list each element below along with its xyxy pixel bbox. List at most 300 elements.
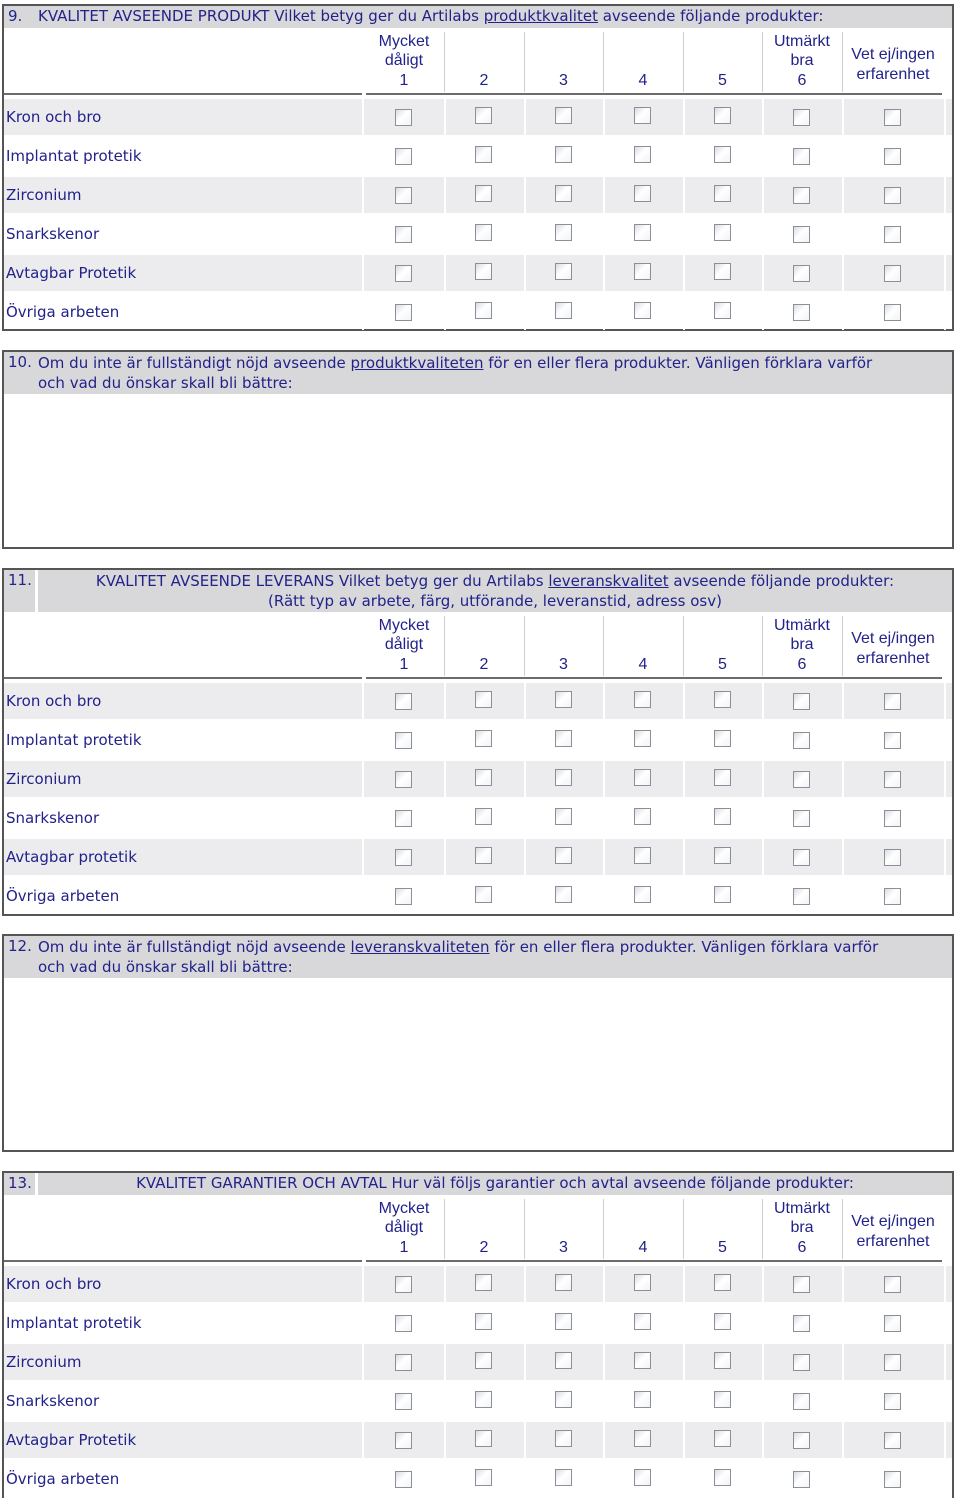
column-divider [603, 616, 604, 676]
rating-checkbox-6[interactable] [793, 1276, 810, 1293]
column-divider [683, 32, 684, 92]
cell-gap [762, 1305, 764, 1341]
column-divider [524, 32, 525, 92]
rating-checkbox-4[interactable] [634, 730, 651, 747]
rating-checkbox-3[interactable] [555, 730, 572, 747]
cell-gap [524, 294, 526, 330]
rating-checkbox-2[interactable] [475, 769, 492, 786]
rating-checkbox-3[interactable] [555, 691, 572, 708]
scale-header-line: 4 [638, 71, 648, 89]
scale-header-6 [762, 616, 842, 675]
rating-checkbox-1[interactable] [395, 810, 412, 827]
scale-header-line: 6 [797, 655, 807, 673]
question-9-section [2, 4, 954, 331]
scale-header-line: 4 [638, 655, 648, 673]
rating-checkbox-4[interactable] [634, 1391, 651, 1408]
rating-checkbox-2[interactable] [475, 1313, 492, 1330]
rating-checkbox-7[interactable] [884, 849, 901, 866]
cell-gap [944, 138, 946, 174]
cell-gap [603, 216, 605, 252]
rating-checkbox-1[interactable] [395, 265, 412, 282]
cell-gap [944, 839, 946, 875]
cell-gap [524, 1266, 526, 1302]
cell-gap [944, 761, 946, 797]
rating-row [4, 1461, 952, 1497]
rating-checkbox-1[interactable] [395, 693, 412, 710]
product-label: Avtagbar Protetik [6, 1431, 137, 1449]
cell-gap [944, 1344, 946, 1380]
rating-checkbox-4[interactable] [634, 1274, 651, 1291]
rating-checkbox-5[interactable] [714, 1391, 731, 1408]
question-text-part: och vad du önskar skall bli bättre: [38, 958, 293, 976]
rating-checkbox-3[interactable] [555, 1274, 572, 1291]
cell-gap [444, 761, 446, 797]
cell-gap [362, 683, 364, 719]
rating-checkbox-7[interactable] [884, 1276, 901, 1293]
rating-checkbox-3[interactable] [555, 1469, 572, 1486]
cell-gap [842, 1422, 844, 1458]
scale-header-line: 6 [797, 71, 807, 89]
column-divider [842, 32, 843, 92]
rating-checkbox-4[interactable] [634, 769, 651, 786]
column-divider [603, 1199, 604, 1259]
rating-checkbox-5[interactable] [714, 769, 731, 786]
rating-checkbox-6[interactable] [793, 226, 810, 243]
cell-gap [944, 216, 946, 252]
rating-checkbox-4[interactable] [634, 1313, 651, 1330]
cell-gap [683, 255, 685, 291]
rating-row [4, 1422, 952, 1458]
rating-checkbox-2[interactable] [475, 185, 492, 202]
question-number: 11. [8, 571, 32, 589]
product-label: Implantat protetik [6, 1314, 142, 1332]
rating-checkbox-3[interactable] [555, 263, 572, 280]
cell-gap [944, 99, 946, 135]
rating-checkbox-5[interactable] [714, 1469, 731, 1486]
rating-checkbox-2[interactable] [475, 107, 492, 124]
rating-checkbox-3[interactable] [555, 808, 572, 825]
cell-gap [603, 138, 605, 174]
rating-checkbox-3[interactable] [555, 224, 572, 241]
cell-gap [524, 800, 526, 836]
rating-checkbox-5[interactable] [714, 808, 731, 825]
rating-checkbox-6[interactable] [793, 810, 810, 827]
cell-gap [524, 1305, 526, 1341]
rating-checkbox-1[interactable] [395, 109, 412, 126]
column-divider [842, 1199, 843, 1259]
product-label: Snarkskenor [6, 1392, 100, 1410]
rating-checkbox-1[interactable] [395, 1276, 412, 1293]
scale-header-line: dåligt [384, 52, 424, 69]
rating-checkbox-4[interactable] [634, 302, 651, 319]
rating-grid [4, 32, 952, 329]
rating-checkbox-7[interactable] [884, 226, 901, 243]
rating-checkbox-4[interactable] [634, 107, 651, 124]
header-underline [366, 93, 942, 95]
cell-gap [683, 1344, 685, 1380]
product-label: Övriga arbeten [6, 1470, 120, 1488]
cell-gap [944, 1383, 946, 1419]
rating-checkbox-7[interactable] [884, 888, 901, 905]
scale-header-1 [364, 616, 444, 675]
scale-header-line: Vet ej/ingen [851, 46, 935, 63]
cell-gap [603, 1383, 605, 1419]
scale-header-line: 2 [479, 71, 489, 89]
rating-checkbox-5[interactable] [714, 691, 731, 708]
cell-gap [444, 294, 446, 330]
rating-checkbox-6[interactable] [793, 109, 810, 126]
header-underline [4, 93, 362, 95]
rating-row [4, 138, 952, 174]
rating-checkbox-1[interactable] [395, 226, 412, 243]
cell-gap [444, 1461, 446, 1497]
rating-row [4, 216, 952, 252]
cell-gap [683, 138, 685, 174]
rating-checkbox-5[interactable] [714, 1313, 731, 1330]
cell-gap [362, 800, 364, 836]
rating-checkbox-6[interactable] [793, 265, 810, 282]
rating-checkbox-1[interactable] [395, 732, 412, 749]
rating-checkbox-2[interactable] [475, 146, 492, 163]
scale-header-line: 2 [479, 1238, 489, 1256]
rating-checkbox-1[interactable] [395, 304, 412, 321]
rating-checkbox-3[interactable] [555, 185, 572, 202]
rating-checkbox-6[interactable] [793, 1471, 810, 1488]
rating-checkbox-6[interactable] [793, 187, 810, 204]
question-11-section [2, 568, 954, 916]
rating-checkbox-3[interactable] [555, 1352, 572, 1369]
cell-gap [603, 255, 605, 291]
scale-header-1 [364, 32, 444, 91]
rating-checkbox-7[interactable] [884, 1315, 901, 1332]
rating-checkbox-2[interactable] [475, 808, 492, 825]
rating-checkbox-5[interactable] [714, 146, 731, 163]
cell-gap [762, 1422, 764, 1458]
rating-checkbox-1[interactable] [395, 1393, 412, 1410]
rating-checkbox-1[interactable] [395, 1471, 412, 1488]
scale-header-line: 4 [638, 1238, 648, 1256]
cell-gap [362, 216, 364, 252]
column-divider [842, 616, 843, 676]
rating-checkbox-3[interactable] [555, 847, 572, 864]
rating-row [4, 177, 952, 213]
column-divider [762, 1199, 763, 1259]
rating-checkbox-6[interactable] [793, 1432, 810, 1449]
rating-checkbox-1[interactable] [395, 187, 412, 204]
rating-grid [4, 616, 952, 913]
cell-gap [683, 878, 685, 914]
cell-gap [362, 722, 364, 758]
rating-checkbox-4[interactable] [634, 886, 651, 903]
scale-header-2 [444, 1238, 524, 1258]
cell-gap [842, 1383, 844, 1419]
rating-checkbox-2[interactable] [475, 1391, 492, 1408]
cell-gap [944, 1266, 946, 1302]
cell-gap [944, 1461, 946, 1497]
rating-checkbox-5[interactable] [714, 1430, 731, 1447]
rating-row [4, 839, 952, 875]
question-text [38, 7, 823, 25]
cell-gap [362, 761, 364, 797]
scale-header-line: Utmärkt [774, 32, 830, 50]
scale-header-line: 5 [718, 655, 727, 673]
scale-header-line: erfarenhet [856, 649, 930, 667]
rating-checkbox-7[interactable] [884, 1471, 901, 1488]
cell-gap [603, 878, 605, 914]
rating-checkbox-4[interactable] [634, 808, 651, 825]
question-text-part: för en eller flera produkter. Vänligen förklara varför [489, 938, 879, 956]
rating-checkbox-4[interactable] [634, 224, 651, 241]
cell-gap [524, 216, 526, 252]
rating-checkbox-7[interactable] [884, 187, 901, 204]
rating-checkbox-3[interactable] [555, 146, 572, 163]
rating-checkbox-5[interactable] [714, 1352, 731, 1369]
cell-gap [762, 800, 764, 836]
rating-checkbox-6[interactable] [793, 148, 810, 165]
rating-checkbox-2[interactable] [475, 1274, 492, 1291]
scale-header-2 [444, 655, 524, 675]
rating-checkbox-7[interactable] [884, 304, 901, 321]
rating-checkbox-2[interactable] [475, 1352, 492, 1369]
cell-gap [362, 1383, 364, 1419]
rating-checkbox-7[interactable] [884, 810, 901, 827]
column-divider [683, 1199, 684, 1259]
cell-gap [762, 294, 764, 330]
question-text-part: Om du inte är fullständigt nöjd avseende [38, 938, 351, 956]
cell-gap [683, 216, 685, 252]
rating-checkbox-3[interactable] [555, 1313, 572, 1330]
cell-gap [944, 722, 946, 758]
rating-checkbox-5[interactable] [714, 224, 731, 241]
rating-checkbox-7[interactable] [884, 693, 901, 710]
rating-checkbox-5[interactable] [714, 847, 731, 864]
rating-checkbox-1[interactable] [395, 148, 412, 165]
rating-checkbox-2[interactable] [475, 730, 492, 747]
cell-gap [362, 1344, 364, 1380]
cell-gap [683, 1305, 685, 1341]
rating-checkbox-2[interactable] [475, 691, 492, 708]
rating-checkbox-7[interactable] [884, 265, 901, 282]
cell-gap [842, 1305, 844, 1341]
rating-checkbox-6[interactable] [793, 771, 810, 788]
cell-gap [762, 761, 764, 797]
rating-checkbox-3[interactable] [555, 107, 572, 124]
question-text [38, 353, 952, 393]
rating-checkbox-1[interactable] [395, 849, 412, 866]
cell-gap [762, 683, 764, 719]
question-text [38, 937, 952, 977]
scale-header-3 [524, 71, 603, 91]
rating-checkbox-2[interactable] [475, 302, 492, 319]
cell-gap [842, 177, 844, 213]
cell-gap [603, 722, 605, 758]
rating-checkbox-1[interactable] [395, 1432, 412, 1449]
cell-gap [762, 255, 764, 291]
column-divider [603, 32, 604, 92]
cell-gap [842, 99, 844, 135]
cell-gap [842, 683, 844, 719]
cell-gap [842, 138, 844, 174]
rating-checkbox-6[interactable] [793, 1315, 810, 1332]
rating-checkbox-7[interactable] [884, 771, 901, 788]
product-label: Kron och bro [6, 692, 102, 710]
scale-header-7 [842, 1212, 944, 1251]
cell-gap [842, 839, 844, 875]
scale-header-line: Vet ej/ingen [851, 1213, 935, 1230]
rating-checkbox-6[interactable] [793, 888, 810, 905]
cell-gap [944, 255, 946, 291]
cell-gap [842, 216, 844, 252]
cell-gap [762, 1383, 764, 1419]
cell-gap [524, 722, 526, 758]
rating-checkbox-4[interactable] [634, 1352, 651, 1369]
rating-checkbox-6[interactable] [793, 1354, 810, 1371]
cell-gap [524, 255, 526, 291]
rating-checkbox-5[interactable] [714, 730, 731, 747]
scale-header-7 [842, 629, 944, 668]
product-label: Kron och bro [6, 108, 102, 126]
scale-header-line: erfarenhet [856, 1232, 930, 1250]
cell-gap [762, 138, 764, 174]
cell-gap [762, 1344, 764, 1380]
rating-checkbox-3[interactable] [555, 769, 572, 786]
cell-gap [524, 1383, 526, 1419]
scale-header-line: 3 [559, 71, 568, 89]
cell-gap [603, 1266, 605, 1302]
question-text-part: avseende följande produkter: [597, 7, 824, 25]
scale-header-line: Vet ej/ingen [851, 630, 935, 647]
cell-gap [444, 255, 446, 291]
cell-gap [762, 1461, 764, 1497]
cell-gap [524, 878, 526, 914]
rating-checkbox-7[interactable] [884, 1393, 901, 1410]
rating-checkbox-1[interactable] [395, 771, 412, 788]
cell-gap [524, 99, 526, 135]
scale-header-line: 6 [797, 1238, 807, 1256]
rating-checkbox-6[interactable] [793, 693, 810, 710]
cell-gap [944, 800, 946, 836]
cell-gap [362, 255, 364, 291]
cell-gap [362, 138, 364, 174]
rating-checkbox-4[interactable] [634, 847, 651, 864]
rating-checkbox-5[interactable] [714, 185, 731, 202]
scale-header-4 [603, 655, 683, 675]
rating-checkbox-5[interactable] [714, 107, 731, 124]
question-number: 10. [8, 353, 32, 371]
rating-checkbox-7[interactable] [884, 109, 901, 126]
rating-checkbox-3[interactable] [555, 302, 572, 319]
rating-checkbox-4[interactable] [634, 1430, 651, 1447]
cell-gap [603, 177, 605, 213]
cell-gap [362, 1305, 364, 1341]
rating-checkbox-7[interactable] [884, 1432, 901, 1449]
question-text-underlined: leveranskvalitet [548, 572, 669, 590]
rating-checkbox-5[interactable] [714, 302, 731, 319]
product-label: Kron och bro [6, 1275, 102, 1293]
cell-gap [842, 800, 844, 836]
cell-gap [444, 1344, 446, 1380]
rating-checkbox-7[interactable] [884, 148, 901, 165]
rating-checkbox-2[interactable] [475, 886, 492, 903]
rating-checkbox-2[interactable] [475, 224, 492, 241]
cell-gap [603, 1422, 605, 1458]
product-label: Snarkskenor [6, 809, 100, 827]
scale-header-line: Utmärkt [774, 616, 830, 634]
cell-gap [842, 878, 844, 914]
question-number: 13. [8, 1174, 32, 1192]
cell-gap [603, 683, 605, 719]
rating-checkbox-5[interactable] [714, 1274, 731, 1291]
rating-checkbox-6[interactable] [793, 849, 810, 866]
rating-checkbox-7[interactable] [884, 732, 901, 749]
cell-gap [683, 177, 685, 213]
rating-checkbox-2[interactable] [475, 847, 492, 864]
rating-checkbox-4[interactable] [634, 146, 651, 163]
rating-checkbox-6[interactable] [793, 732, 810, 749]
question-10-header [4, 352, 952, 394]
question-9-header [4, 6, 952, 28]
rating-checkbox-1[interactable] [395, 1315, 412, 1332]
rating-checkbox-3[interactable] [555, 886, 572, 903]
product-label: Snarkskenor [6, 225, 100, 243]
rating-row [4, 1305, 952, 1341]
scale-header-line: 1 [399, 71, 409, 89]
scale-header-3 [524, 1238, 603, 1258]
cell-gap [842, 722, 844, 758]
rating-row [4, 1266, 952, 1302]
scale-header-4 [603, 71, 683, 91]
scale-header-line: Utmärkt [774, 1199, 830, 1217]
column-divider [524, 616, 525, 676]
rating-checkbox-6[interactable] [793, 304, 810, 321]
cell-gap [842, 294, 844, 330]
rating-checkbox-4[interactable] [634, 691, 651, 708]
scale-header-line: 1 [399, 655, 409, 673]
cell-gap [603, 1305, 605, 1341]
rating-checkbox-5[interactable] [714, 263, 731, 280]
rating-checkbox-6[interactable] [793, 1393, 810, 1410]
comment-area[interactable] [4, 396, 952, 547]
rating-row [4, 255, 952, 291]
scale-header-1 [364, 1199, 444, 1258]
rating-checkbox-7[interactable] [884, 1354, 901, 1371]
product-label: Zirconium [6, 186, 82, 204]
cell-gap [842, 761, 844, 797]
question-text-part: KVALITET AVSEENDE LEVERANS Vilket betyg ger du Artilabs [95, 572, 549, 590]
rating-checkbox-2[interactable] [475, 263, 492, 280]
header-underline [4, 1260, 362, 1262]
rating-row [4, 294, 952, 330]
cell-gap [362, 294, 364, 330]
comment-area[interactable] [4, 980, 952, 1150]
rating-checkbox-1[interactable] [395, 1354, 412, 1371]
question-13-section [2, 1171, 954, 1498]
rating-checkbox-5[interactable] [714, 886, 731, 903]
rating-checkbox-4[interactable] [634, 185, 651, 202]
rating-checkbox-1[interactable] [395, 888, 412, 905]
question-10-section [2, 350, 954, 549]
cell-gap [444, 177, 446, 213]
rating-checkbox-2[interactable] [475, 1469, 492, 1486]
rating-checkbox-4[interactable] [634, 1469, 651, 1486]
cell-gap [683, 1422, 685, 1458]
rating-checkbox-4[interactable] [634, 263, 651, 280]
cell-gap [683, 800, 685, 836]
rating-checkbox-3[interactable] [555, 1391, 572, 1408]
rating-checkbox-3[interactable] [555, 1430, 572, 1447]
header-underline [366, 1260, 942, 1262]
rating-checkbox-2[interactable] [475, 1430, 492, 1447]
